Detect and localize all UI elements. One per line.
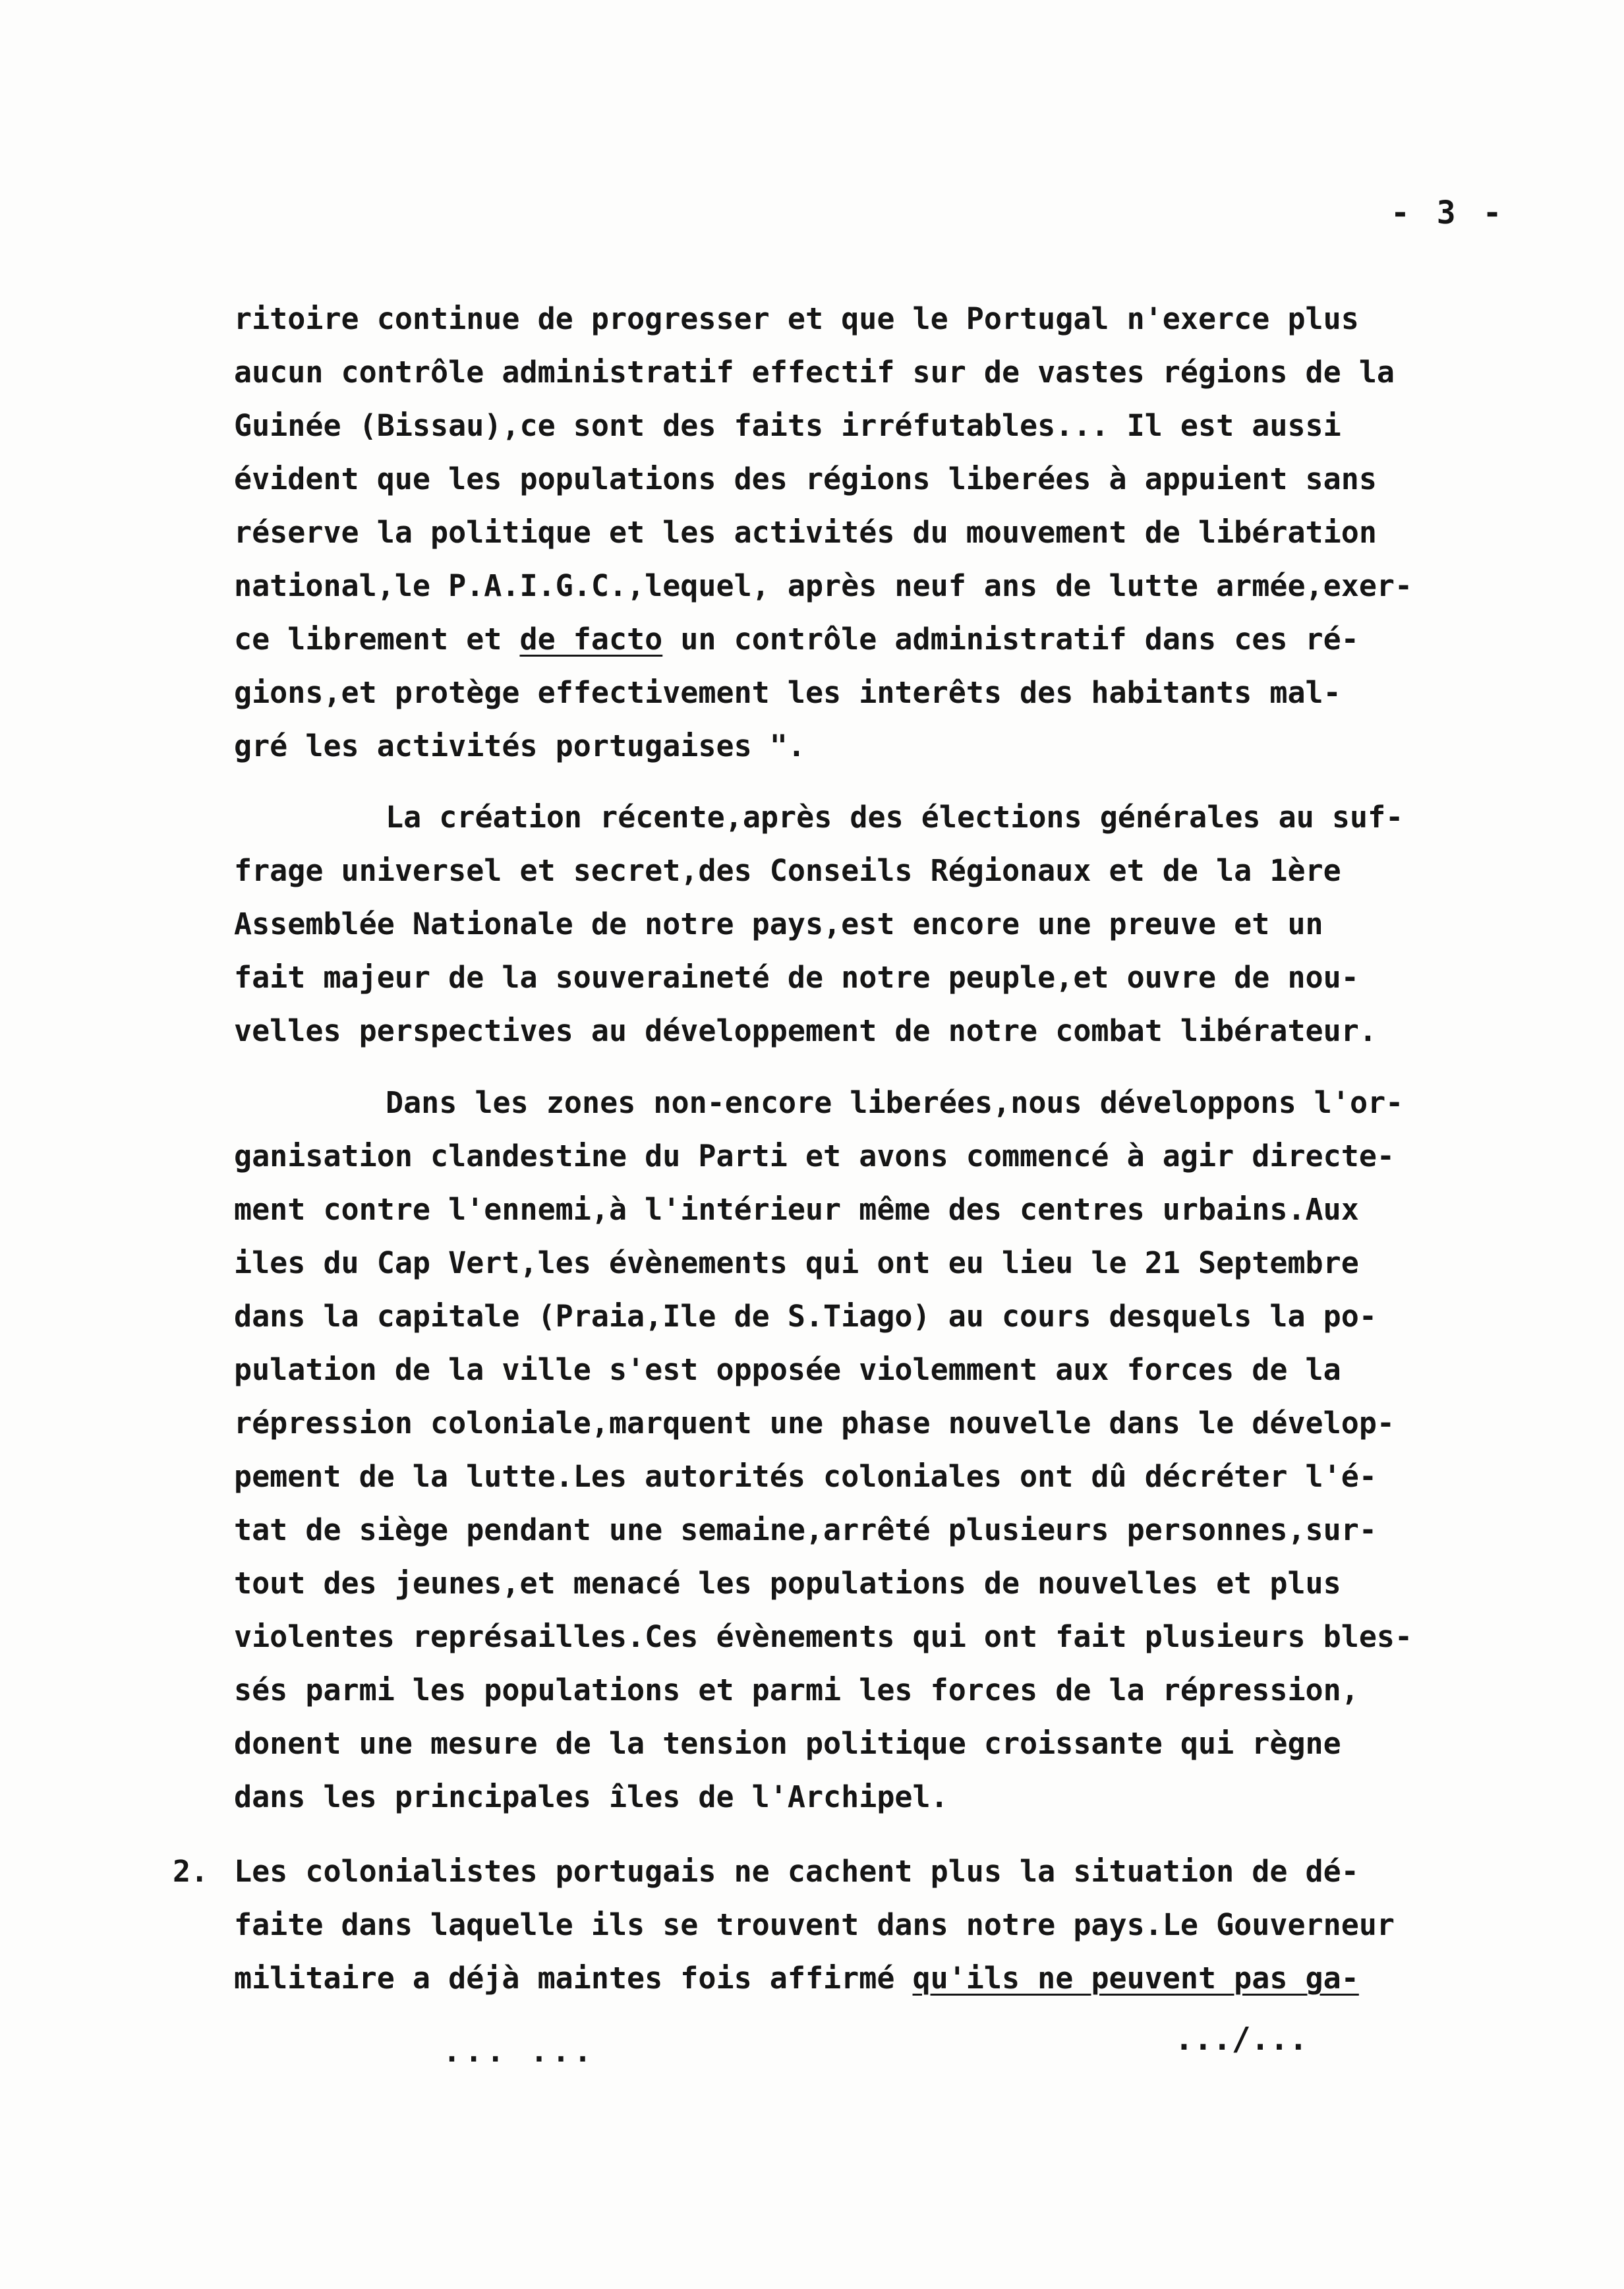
text-line: dans la capitale (Praia,Ile de S.Tiago) au cours desquels la po- [234,1299,1377,1334]
page-number: - 3 - [1391,194,1506,231]
underlined-phrase: de facto [519,622,663,657]
text-line: donent une mesure de la tension politique croissante qui règne [234,1726,1341,1761]
footer-marks: ... ... [443,2034,596,2069]
text-line: gré les activités portugaises ". [234,728,805,763]
list-item-number: 2. [173,1854,209,1889]
text-line: iles du Cap Vert,les évènements qui ont eu lieu le 21 Septembre [234,1245,1359,1280]
paragraph-2 [234,790,1546,1057]
paragraph-1 [234,292,1546,773]
text-segment: un contrôle administratif dans ces ré- [662,622,1359,657]
text-line: tat de siège pendant une semaine,arrêté plusieurs personnes,sur- [234,1512,1377,1547]
text-line [234,612,1546,666]
continuation-marker: .../... [1174,2021,1308,2058]
text-line [234,1951,1546,2005]
text-line: tout des jeunes,et menacé les populations de nouvelles et plus [234,1566,1341,1601]
text-line: Guinée (Bissau),ce sont des faits irréfutables... Il est aussi [234,408,1341,443]
text-line: gions,et protège effectivement les interêts des habitants mal- [234,675,1341,710]
text-line: fait majeur de la souveraineté de notre peuple,et ouvre de nou- [234,960,1359,995]
text-line: Les colonialistes portugais ne cachent plus la situation de dé- [234,1854,1359,1889]
text-line: évident que les populations des régions liberées à appuient sans [234,461,1377,496]
text-line: Assemblée Nationale de notre pays,est encore une preuve et un [234,907,1323,941]
text-line: aucun contrôle administratif effectif sur de vastes régions de la [234,355,1395,390]
text-line: La création récente,après des élections générales au suf- [386,800,1404,835]
text-segment: militaire a déjà maintes fois affirmé [234,1961,913,1996]
text-line: frage universel et secret,des Conseils Régionaux et de la 1ère [234,853,1341,888]
underlined-phrase: qu'ils ne peuvent pas ga- [912,1961,1359,1996]
text-line: Dans les zones non-encore liberées,nous développons l'or- [386,1085,1404,1120]
text-line: faite dans laquelle ils se trouvent dans notre pays.Le Gouverneur [234,1907,1395,1942]
text-line: dans les principales îles de l'Archipel. [234,1779,948,1814]
text-line: ganisation clandestine du Parti et avons commencé à agir directe- [234,1139,1395,1174]
text-line: national,le P.A.I.G.C.,lequel, après neuf ans de lutte armée,exer- [234,568,1413,603]
text-line: ritoire continue de progresser et que le Portugal n'exerce plus [234,301,1359,336]
list-item-2 [234,1845,1546,2005]
text-line: répression coloniale,marquent une phase nouvelle dans le dévelop- [234,1406,1395,1441]
text-line: réserve la politique et les activités du mouvement de libération [234,515,1377,550]
text-line: pulation de la ville s'est opposée violemment aux forces de la [234,1352,1341,1387]
text-line: velles perspectives au développement de notre combat libérateur. [234,1013,1377,1048]
text-line: sés parmi les populations et parmi les forces de la répression, [234,1673,1359,1708]
text-line: ment contre l'ennemi,à l'intérieur même des centres urbains.Aux [234,1192,1359,1227]
text-line: violentes représailles.Ces évènements qui ont fait plusieurs bles- [234,1619,1413,1654]
text-segment: ce librement et [234,622,520,657]
text-line: pement de la lutte.Les autorités coloniales ont dû décréter l'é- [234,1459,1377,1494]
paragraph-3 [234,1076,1546,1824]
